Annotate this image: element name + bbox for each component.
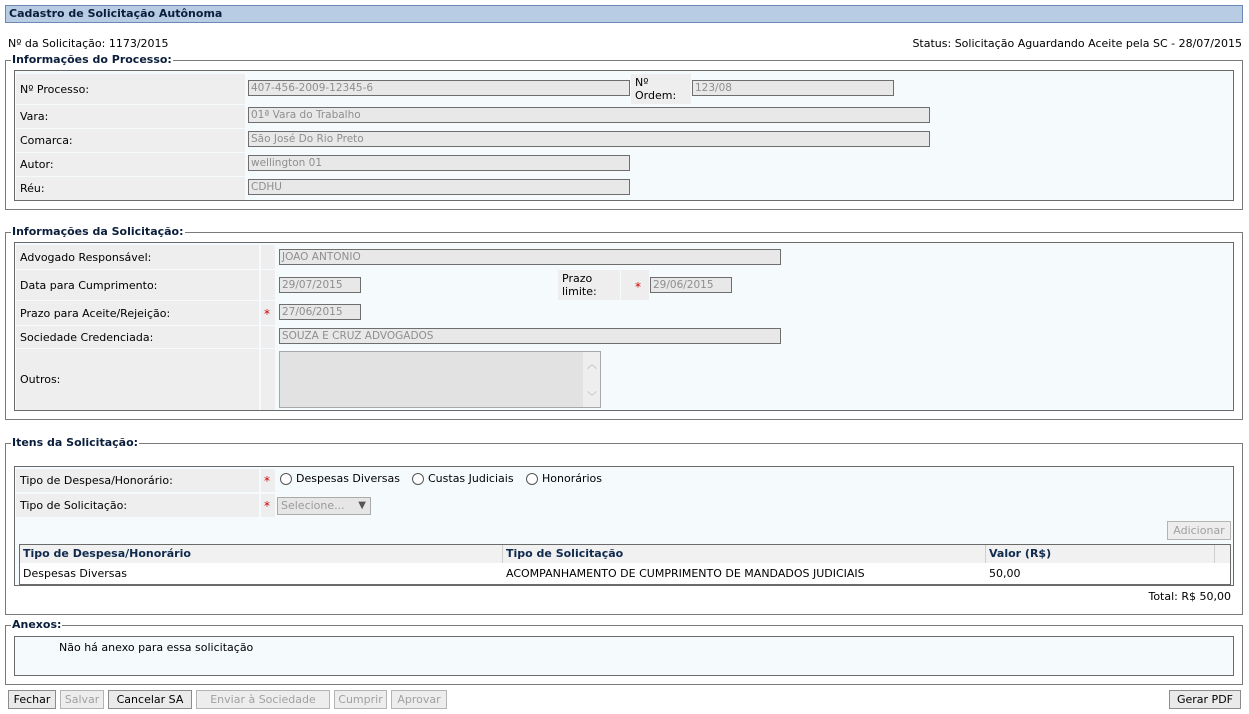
solicitacao-panel — [14, 242, 1234, 411]
chevron-down-icon: ▼ — [358, 500, 366, 511]
advogado-label: Advogado Responsável: — [16, 245, 259, 269]
solicitacao-number: Nº da Solicitação: 1173/2015 — [8, 37, 169, 50]
prazo-aceite-required-mark: * — [264, 307, 270, 321]
header-valor: Valor (R$) — [989, 547, 1052, 560]
reu-label: Réu: — [16, 177, 245, 200]
itens-legend: Itens da Solicitação: — [12, 436, 139, 449]
anexos-panel — [14, 636, 1234, 676]
cancelar-sa-button[interactable]: Cancelar SA — [108, 690, 192, 709]
table-row — [20, 565, 1230, 583]
tipo-despesa-required-mark: * — [264, 474, 270, 488]
tipo-despesa-label: Tipo de Despesa/Honorário: — [16, 469, 259, 492]
radio-circle-icon[interactable] — [412, 473, 424, 485]
header-tipo-solicitacao: Tipo de Solicitação — [506, 547, 624, 560]
scroll-down-icon[interactable]: ﹀ — [587, 392, 597, 403]
header-tipo-despesa: Tipo de Despesa/Honorário — [23, 547, 191, 560]
select-value: Selecione... — [281, 499, 345, 512]
enviar-sociedade-button[interactable]: Enviar à Sociedade — [196, 690, 330, 709]
total-value: Total: R$ 50,00 — [1148, 590, 1231, 603]
tipo-solicitacao-select[interactable] — [277, 497, 371, 515]
advogado-req-cell — [261, 245, 275, 269]
fechar-button[interactable]: Fechar — [8, 690, 56, 709]
solicitacao-legend: Informações da Solicitação: — [12, 225, 184, 238]
outros-label: Outros: — [16, 349, 259, 410]
radio-circle-icon[interactable] — [280, 473, 292, 485]
radio-label: Honorários — [542, 472, 603, 485]
header-separator — [502, 545, 503, 563]
sociedade-label: Sociedade Credenciada: — [16, 326, 259, 348]
data-cumprimento-field[interactable]: 29/07/2015 — [279, 277, 361, 293]
header-separator — [985, 545, 986, 563]
outros-textarea[interactable] — [279, 351, 601, 408]
sociedade-field[interactable]: SOUZA E CRUZ ADVOGADOS — [279, 328, 781, 344]
cell-tipo-despesa: Despesas Diversas — [23, 567, 127, 580]
vara-field[interactable]: 01ª Vara do Trabalho — [248, 107, 930, 123]
data-cumprimento-label: Data para Cumprimento: — [16, 270, 259, 300]
cumprir-button[interactable]: Cumprir — [334, 690, 387, 709]
radio-despesas-diversas[interactable] — [280, 472, 400, 485]
prazo-limite-field[interactable]: 29/06/2015 — [650, 277, 732, 293]
prazo-limite-label: Prazo limite: — [558, 270, 620, 300]
prazo-aceite-label: Prazo para Aceite/Rejeição: — [16, 301, 259, 325]
autor-label: Autor: — [16, 153, 245, 176]
prazo-limite-required-mark: * — [635, 280, 641, 294]
processo-numero-field[interactable]: 407-456-2009-12345-6 — [248, 80, 630, 96]
radio-label: Custas Judiciais — [428, 472, 514, 485]
processo-panel — [14, 70, 1234, 201]
page-title: Cadastro de Solicitação Autônoma — [5, 5, 1243, 23]
prazo-aceite-field[interactable]: 27/06/2015 — [279, 304, 361, 320]
comarca-field[interactable]: São José Do Rio Preto — [248, 131, 930, 147]
ordem-label: Nº Ordem: — [631, 74, 691, 104]
radio-custas-judiciais[interactable] — [412, 472, 514, 485]
itens-panel — [14, 466, 1234, 586]
radio-circle-icon[interactable] — [526, 473, 538, 485]
gerar-pdf-button[interactable]: Gerar PDF — [1169, 690, 1241, 709]
header-separator — [1214, 545, 1215, 563]
radio-label: Despesas Diversas — [296, 472, 400, 485]
vara-label: Vara: — [16, 105, 245, 128]
table-header — [20, 545, 1230, 563]
itens-table — [19, 544, 1231, 585]
processo-legend: Informações do Processo: — [12, 53, 172, 66]
outros-req-cell — [261, 349, 275, 410]
cell-tipo-solicitacao: ACOMPANHAMENTO DE CUMPRIMENTO DE MANDADOS JUDICIAIS — [506, 567, 865, 580]
salvar-button[interactable]: Salvar — [60, 690, 104, 709]
tipo-despesa-radio-group — [279, 469, 779, 492]
ordem-field[interactable]: 123/08 — [692, 80, 894, 96]
anexos-empty-text: Não há anexo para essa solicitação — [59, 641, 254, 654]
processo-numero-label: Nº Processo: — [16, 74, 245, 104]
reu-field[interactable]: CDHU — [248, 179, 630, 195]
sociedade-req-cell — [261, 326, 275, 348]
autor-field[interactable]: wellington 01 — [248, 155, 630, 171]
scroll-up-icon[interactable]: ︿ — [587, 360, 597, 371]
cell-valor: 50,00 — [989, 567, 1021, 580]
anexos-legend: Anexos: — [12, 618, 62, 631]
adicionar-button[interactable]: Adicionar — [1167, 521, 1231, 540]
status-text: Status: Solicitação Aguardando Aceite pela SC - 28/07/2015 — [912, 37, 1242, 50]
comarca-label: Comarca: — [16, 129, 245, 152]
advogado-field[interactable]: JOAO ANTONIO — [279, 249, 781, 265]
aprovar-button[interactable]: Aprovar — [391, 690, 447, 709]
data-req-cell — [261, 270, 275, 300]
radio-honorarios[interactable] — [526, 472, 602, 485]
tipo-solicitacao-label: Tipo de Solicitação: — [16, 494, 259, 517]
tipo-solicitacao-required-mark: * — [264, 499, 270, 513]
